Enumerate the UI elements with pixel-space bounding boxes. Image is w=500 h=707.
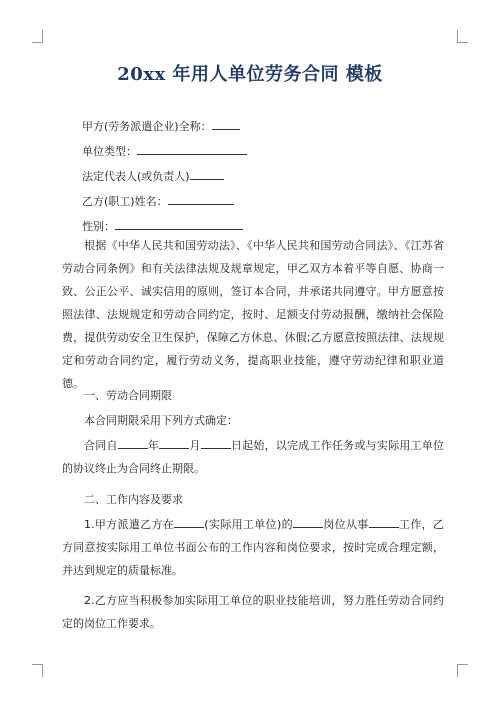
field-gender [82, 218, 243, 234]
fill-blank [159, 437, 189, 449]
field-legal-rep [82, 168, 224, 184]
section2-heading: 二、工作内容及要求 [84, 493, 183, 506]
field-label: 性别： [82, 220, 115, 233]
section2-paragraph-1: 1.甲方派遣乙方在 (实际用工单位)的 岗位从事 工作，乙方同意按实际用工单位书面公布的工作内容和岗位要求，按时完成合理定额，并达到规定的质量标准。 [62, 518, 445, 577]
section1-paragraph-1: 本合同期限采用下列方式确定： [84, 414, 238, 427]
field-party-b-name [82, 193, 234, 209]
section1-heading: 一、劳动合同期限 [84, 389, 172, 402]
fill-blank [118, 437, 148, 449]
corner-mark-top-right [457, 30, 468, 43]
fill-blank [168, 193, 234, 205]
title-year: 20xx [117, 64, 166, 85]
corner-mark-bottom-left [32, 664, 43, 677]
fill-blank [115, 218, 243, 230]
section1-paragraph-2: 合同自 年 月 日起始，以完成工作任务或与实际用工单位的协议终止为合同终止期限。 [62, 439, 445, 475]
fill-blank [190, 168, 224, 180]
corner-mark-top-left [32, 30, 43, 43]
document-title [0, 60, 500, 86]
fill-blank [137, 143, 247, 155]
field-label: 法定代表人(或负责人) [82, 170, 190, 183]
field-unit-type [82, 143, 247, 159]
field-party-a-name [82, 118, 240, 134]
field-label: 单位类型： [82, 145, 137, 158]
corner-mark-bottom-right [457, 664, 468, 677]
fill-blank [174, 516, 204, 528]
field-label: 乙方(职工)姓名： [82, 195, 168, 208]
section2-paragraph-2: 2.乙方应当积极参加实际用工单位的职业技能培训，努力胜任劳动合同约定的岗位工作要求。 [62, 594, 444, 630]
fill-blank [369, 516, 399, 528]
intro-paragraph: 根据《中华人民共和国劳动法》、《中华人民共和国劳动合同法》、《江苏省劳动合同条例》和有关法律法规及规章规定，甲乙双方本着平等自愿、协商一致、公正公平、诚实信用的原则，签订本合同，并承诺共同遵守。甲方愿意按照法律、法规规定和劳动合同约定，按时、足额支付劳动报酬，缴纳社会保险费，提供劳动安全卫生保护，保障乙方休息、休假;乙方愿意按照法律、法规规定和劳动合同约定，履行劳动义务，提高职业技能，遵守劳动纪律和职业道德。 [62, 239, 444, 390]
fill-blank [212, 118, 240, 130]
fill-blank [293, 516, 323, 528]
title-text: 年用人单位劳务合同 模板 [165, 64, 383, 85]
fill-blank [201, 437, 231, 449]
field-label: 甲方(劳务派遣企业)全称： [82, 120, 212, 133]
